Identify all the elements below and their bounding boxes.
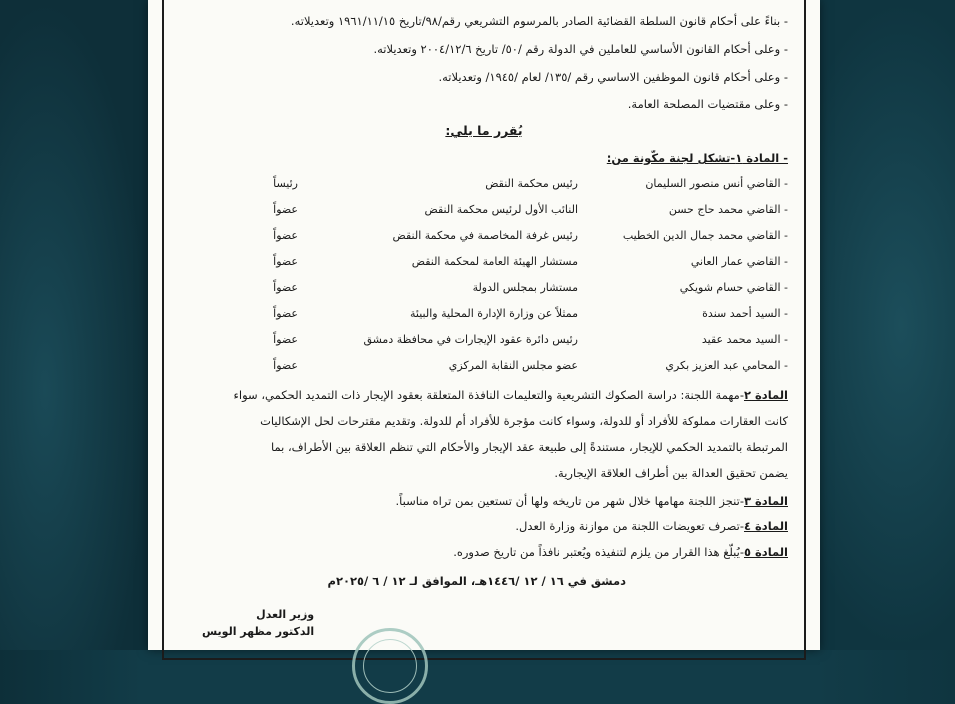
member-title: ممثلاً عن وزارة الإدارة المحلية والبيئة — [410, 307, 578, 320]
member-title: مستشار بمجلس الدولة — [472, 281, 578, 294]
article-4-text: -تصرف تعويضات اللجنة من موازنة وزارة العدل. — [515, 519, 744, 533]
article-3-label: المادة ٣ — [743, 494, 788, 508]
member-role: عضواً — [273, 307, 298, 320]
background-left — [0, 0, 150, 650]
intro-line-2: - وعلى أحكام القانون الأساسي للعاملين في الدولة رقم /٥٠/ تاريخ ٢٠٠٤/١٢/٦ وتعديلاته. — [373, 42, 788, 56]
member-role: عضواً — [273, 333, 298, 346]
article-4 — [515, 519, 788, 533]
member-name: - المحامي عبد العزيز بكري — [665, 359, 788, 372]
member-title: مستشار الهيئة العامة لمحكمة النقض — [411, 255, 578, 268]
member-role: عضواً — [273, 281, 298, 294]
article-5-text: -يُبلّغ هذا القرار من يلزم لتنفيذه ويُعتبر نافذاً من تاريخ صدوره. — [453, 545, 744, 559]
member-role: عضواً — [273, 229, 298, 242]
committee-row — [162, 203, 806, 221]
member-title: رئيس دائرة عقود الإيجارات في محافظة دمشق — [363, 333, 578, 346]
member-name: - القاضي محمد جمال الدين الخطيب — [622, 229, 788, 242]
intro-line-4: - وعلى مقتضيات المصلحة العامة. — [627, 97, 788, 111]
article-2-label: المادة ٢ — [743, 388, 788, 402]
member-role: عضواً — [273, 255, 298, 268]
article-3 — [395, 494, 788, 508]
member-title: عضو مجلس النقابة المركزي — [448, 359, 578, 372]
article-3-text: -تنجز اللجنة مهامها خلال شهر من تاريخه ولها أن تستعين بمن تراه مناسباً. — [395, 494, 744, 508]
stamp-inner-ring — [363, 639, 417, 693]
member-name: - السيد محمد عقيد — [701, 333, 788, 346]
committee-row — [162, 333, 806, 351]
decision-document — [162, 0, 806, 650]
member-role: عضواً — [273, 203, 298, 216]
member-name: - السيد أحمد سندة — [702, 307, 788, 320]
committee-row — [162, 177, 806, 195]
committee-row — [162, 229, 806, 247]
member-name: - القاضي محمد حاج حسن — [668, 203, 788, 216]
intro-line-1: - بناءً على أحكام قانون السلطة القضائية الصادر بالمرسوم التشريعي رقم/٩٨/تاريخ ١٩٦١/١١/١٥ وتعديلاته. — [290, 14, 788, 28]
committee-row — [162, 307, 806, 325]
article-4-label: المادة ٤ — [743, 519, 788, 533]
article-2-text: -مهمة اللجنة: دراسة الصكوك التشريعية والتعليمات النافذة المتعلقة بعقود الإيجار ذات التمديد الحكمي، سواء — [233, 388, 744, 402]
date-line: دمشق في ١٦ / ١٢ /١٤٤٦هـ، الموافق لـ ١٢ / ٦ /٢٠٢٥م — [327, 574, 626, 588]
member-name: - القاضي أنس منصور السليمان — [645, 177, 788, 190]
article-5-label: المادة ٥ — [743, 545, 788, 559]
official-stamp — [352, 628, 428, 704]
article-2-line-3: المرتبطة بالتمديد الحكمي للإيجار، مستندةً إلى طبيعة عقد الإيجار والأحكام التي تنظم العلاقة بين الأطراف، بما — [270, 440, 788, 454]
member-role: عضواً — [273, 359, 298, 372]
article-2-line-4: يضمن تحقيق العدالة بين أطراف العلاقة الإيجارية. — [554, 466, 788, 480]
committee-row — [162, 255, 806, 273]
article-1-heading: - المادة ١-تشكل لجنة مكّونة من: — [606, 151, 788, 165]
member-title: رئيس غرفة المخاصمة في محكمة النقض — [392, 229, 578, 242]
member-title: رئيس محكمة النقض — [485, 177, 578, 190]
article-2-line-2: كانت العقارات مملوكة للأفراد أو للدولة، وسواء كانت مؤجرة للأفراد أم للدولة. وتقديم مقترحات لحل الإشكاليات — [260, 414, 788, 428]
member-role: رئيساً — [273, 177, 298, 190]
committee-row — [162, 359, 806, 377]
member-title: النائب الأول لرئيس محكمة النقض — [424, 203, 578, 216]
member-name: - القاضي حسام شويكي — [679, 281, 788, 294]
committee-row — [162, 281, 806, 299]
article-5 — [453, 545, 788, 559]
member-name: - القاضي عمار العاني — [690, 255, 788, 268]
document-page — [148, 0, 820, 650]
signature-title: وزير العدل — [256, 608, 315, 621]
signature-name: الدكتور مظهر الويس — [202, 625, 315, 638]
article-2-line-1 — [234, 388, 788, 402]
signature-block — [202, 606, 314, 640]
decision-heading: يُقرر ما يلي: — [445, 123, 523, 138]
intro-line-3: - وعلى أحكام قانون الموظفين الاساسي رقم /١٣٥/ لعام /١٩٤٥/ وتعديلاته. — [438, 70, 788, 84]
